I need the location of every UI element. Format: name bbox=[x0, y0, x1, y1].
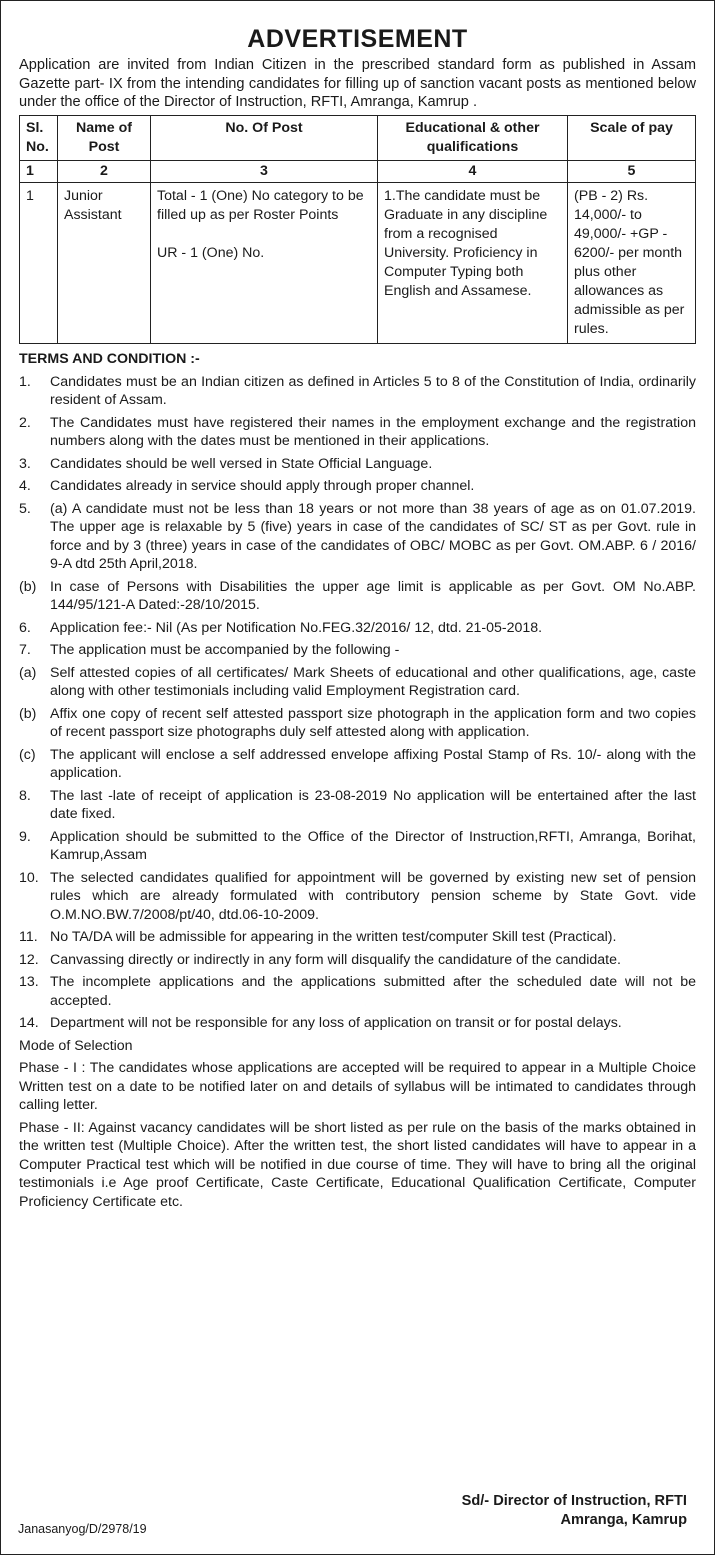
term-text: The application must be accompanied by the following - bbox=[50, 642, 400, 658]
term-text: (a) A candidate must not be less than 18 years or not more than 38 years of age as on 01.07.2019. The upper age is relaxable by 5 (five) years in case of the candidates of SC/ ST as per Govt. rule in force and by 3 (three) years in case of the candidates of OBC/ MOBC as per Govt. OM.ABP. 6 / 2016/ 9-A dtd 25th April,2018. bbox=[50, 500, 696, 572]
term-item bbox=[19, 578, 696, 615]
term-item bbox=[19, 705, 696, 742]
cell-sl-no: 1 bbox=[20, 182, 58, 343]
header-name-of-post: Name of Post bbox=[58, 115, 151, 160]
term-item bbox=[19, 951, 696, 970]
term-number: 5. bbox=[19, 500, 31, 517]
term-item bbox=[19, 828, 696, 865]
page-title: ADVERTISEMENT bbox=[247, 25, 468, 53]
header-scale-of-pay: Scale of pay bbox=[568, 115, 696, 160]
term-text: Affix one copy of recent self attested passport size photograph in the application form and two copies of recent passport size photographs duly self attested along with application. bbox=[50, 705, 696, 740]
column-number: 1 bbox=[20, 160, 58, 182]
term-text: The applicant will enclose a self addressed envelope affixing Postal Stamp of Rs. 10/- along with the application. bbox=[50, 746, 696, 781]
term-text: The last -late of receipt of application is 23-08-2019 No application will be entertained after the last date fixed. bbox=[50, 787, 696, 822]
column-number-row bbox=[20, 160, 696, 182]
term-item bbox=[19, 500, 696, 574]
term-number: 8. bbox=[19, 787, 31, 804]
cell-scale-of-pay: (PB - 2) Rs. 14,000/- to 49,000/- +GP - 6200/- per month plus other allowances as admissible as per rules. bbox=[568, 182, 696, 343]
table-header-row bbox=[20, 115, 696, 160]
term-number: 13. bbox=[19, 974, 39, 990]
term-number: (b) bbox=[19, 578, 37, 595]
signature-block bbox=[462, 1492, 687, 1530]
term-text: Candidates already in service should apply through proper channel. bbox=[50, 478, 475, 494]
term-number: (c) bbox=[19, 746, 36, 763]
header-qualifications: Educational & other qualifications bbox=[378, 115, 568, 160]
term-item bbox=[19, 414, 696, 451]
term-item bbox=[19, 869, 696, 925]
column-number: 5 bbox=[568, 160, 696, 182]
term-item bbox=[19, 455, 696, 474]
term-number: 14. bbox=[19, 1015, 39, 1031]
term-item bbox=[19, 664, 696, 701]
column-number: 2 bbox=[58, 160, 151, 182]
term-number: 2. bbox=[19, 414, 31, 431]
term-text: Candidates must be an Indian citizen as defined in Articles 5 to 8 of the Constitution of India, ordinarily resident of Assam. bbox=[50, 373, 696, 408]
term-text: Application fee:- Nil (As per Notification No.FEG.32/2016/ 12, dtd. 21-05-2018. bbox=[50, 619, 543, 636]
cell-no-of-post bbox=[151, 182, 378, 343]
term-text: The incomplete applications and the applications submitted after the scheduled date will not be accepted. bbox=[50, 974, 696, 1009]
term-number: 12. bbox=[19, 951, 39, 968]
reference-number: Janasanyog/D/2978/19 bbox=[18, 1522, 147, 1536]
no-of-post-ur: UR - 1 (One) No. bbox=[157, 244, 265, 261]
term-text: Application should be submitted to the Office of the Director of Instruction,RFTI, Amranga, Borihat, Kamrup,Assam bbox=[50, 828, 696, 863]
term-number: 9. bbox=[19, 828, 31, 845]
term-item bbox=[19, 746, 696, 783]
signature-line-1: Sd/- Director of Instruction, RFTI bbox=[461, 1493, 687, 1509]
term-number: (a) bbox=[19, 664, 37, 681]
term-item bbox=[19, 477, 696, 496]
column-number: 3 bbox=[151, 160, 378, 182]
signature-line-2: Amranga, Kamrup bbox=[560, 1512, 687, 1528]
term-number: 10. bbox=[19, 869, 39, 886]
no-of-post-category: Total - 1 (One) No category to be filled up as per Roster Points bbox=[157, 187, 364, 223]
phase-1-paragraph: Phase - I : The candidates whose applications are accepted will be required to appear in a Multiple Choice Written test on a date to be notified later on and details of syllabus will be intimated to candidates through calling letter. bbox=[19, 1060, 696, 1113]
term-text: Self attested copies of all certificates/ Mark Sheets of educational and other qualifications, age, caste along with other testimonials including valid Employment Registration card. bbox=[50, 664, 696, 699]
term-number: 7. bbox=[19, 642, 31, 658]
footer bbox=[18, 1490, 699, 1542]
term-item bbox=[19, 619, 696, 638]
term-text: No TA/DA will be admissible for appearing in the written test/computer Skill test (Practical). bbox=[50, 929, 617, 945]
term-number: 3. bbox=[19, 455, 31, 472]
term-text: The selected candidates qualified for appointment will be governed by existing new set of pension rules which are already formulated with contributory pension scheme by State Govt. vide O.M.NO.BW.7/2008/pt/40, dtd.06-10-2009. bbox=[50, 869, 696, 923]
column-number: 4 bbox=[378, 160, 568, 182]
term-item bbox=[19, 787, 696, 824]
terms-heading: TERMS AND CONDITION :- bbox=[19, 350, 200, 367]
intro-paragraph: Application are invited from Indian Citizen in the prescribed standard form as published in Assam Gazette part- IX from the intending candidates for filling up of sanction vacant posts as mentioned below under the office of the Director of Instruction, RFTI, Amranga, Kamrup . bbox=[19, 57, 696, 110]
mode-of-selection-heading: Mode of Selection bbox=[19, 1037, 133, 1054]
term-text: Canvassing directly or indirectly in any form will disqualify the candidature of the candidate. bbox=[50, 951, 621, 968]
term-text: Department will not be responsible for any loss of application on transit or for postal delays. bbox=[50, 1015, 622, 1031]
table-row bbox=[20, 182, 696, 343]
header-sl-no: Sl. No. bbox=[20, 115, 58, 160]
term-item bbox=[19, 641, 696, 660]
term-number: (b) bbox=[19, 705, 37, 722]
term-number: 4. bbox=[19, 478, 31, 494]
term-item bbox=[19, 373, 696, 410]
term-text: The Candidates must have registered their names in the employment exchange and the registration numbers along with the dates must be mentioned in their applications. bbox=[50, 414, 696, 449]
term-number: 11. bbox=[19, 929, 38, 945]
terms-list bbox=[19, 373, 696, 1033]
term-item bbox=[19, 973, 696, 1010]
term-item bbox=[19, 928, 696, 947]
cell-qualification: 1.The candidate must be Graduate in any discipline from a recognised University. Proficiency in Computer Typing both English and Assamese. bbox=[378, 182, 568, 343]
header-no-of-post: No. Of Post bbox=[151, 115, 378, 160]
term-number: 6. bbox=[19, 619, 31, 636]
term-number: 1. bbox=[19, 373, 31, 390]
term-text: In case of Persons with Disabilities the upper age limit is applicable as per Govt. OM No.ABP. 144/95/121-A Dated:-28/10/2015. bbox=[50, 578, 696, 613]
term-item bbox=[19, 1014, 696, 1033]
cell-post-name: Junior Assistant bbox=[58, 182, 151, 343]
phase-2-paragraph: Phase - II: Against vacancy candidates will be short listed as per rule on the basis of the marks obtained in the written test (Multiple Choice). After the written test, the short listed candidates will have to appear in a Computer Practical test which will be notified in due course of time. They will have to bring all the original testimonials i.e Age proof Certificate, Caste Certificate, Educational Qualification Certificate, Computer Proficiency Certificate etc. bbox=[19, 1119, 696, 1210]
posts-table bbox=[19, 115, 696, 344]
term-text: Candidates should be well versed in State Official Language. bbox=[50, 455, 433, 472]
